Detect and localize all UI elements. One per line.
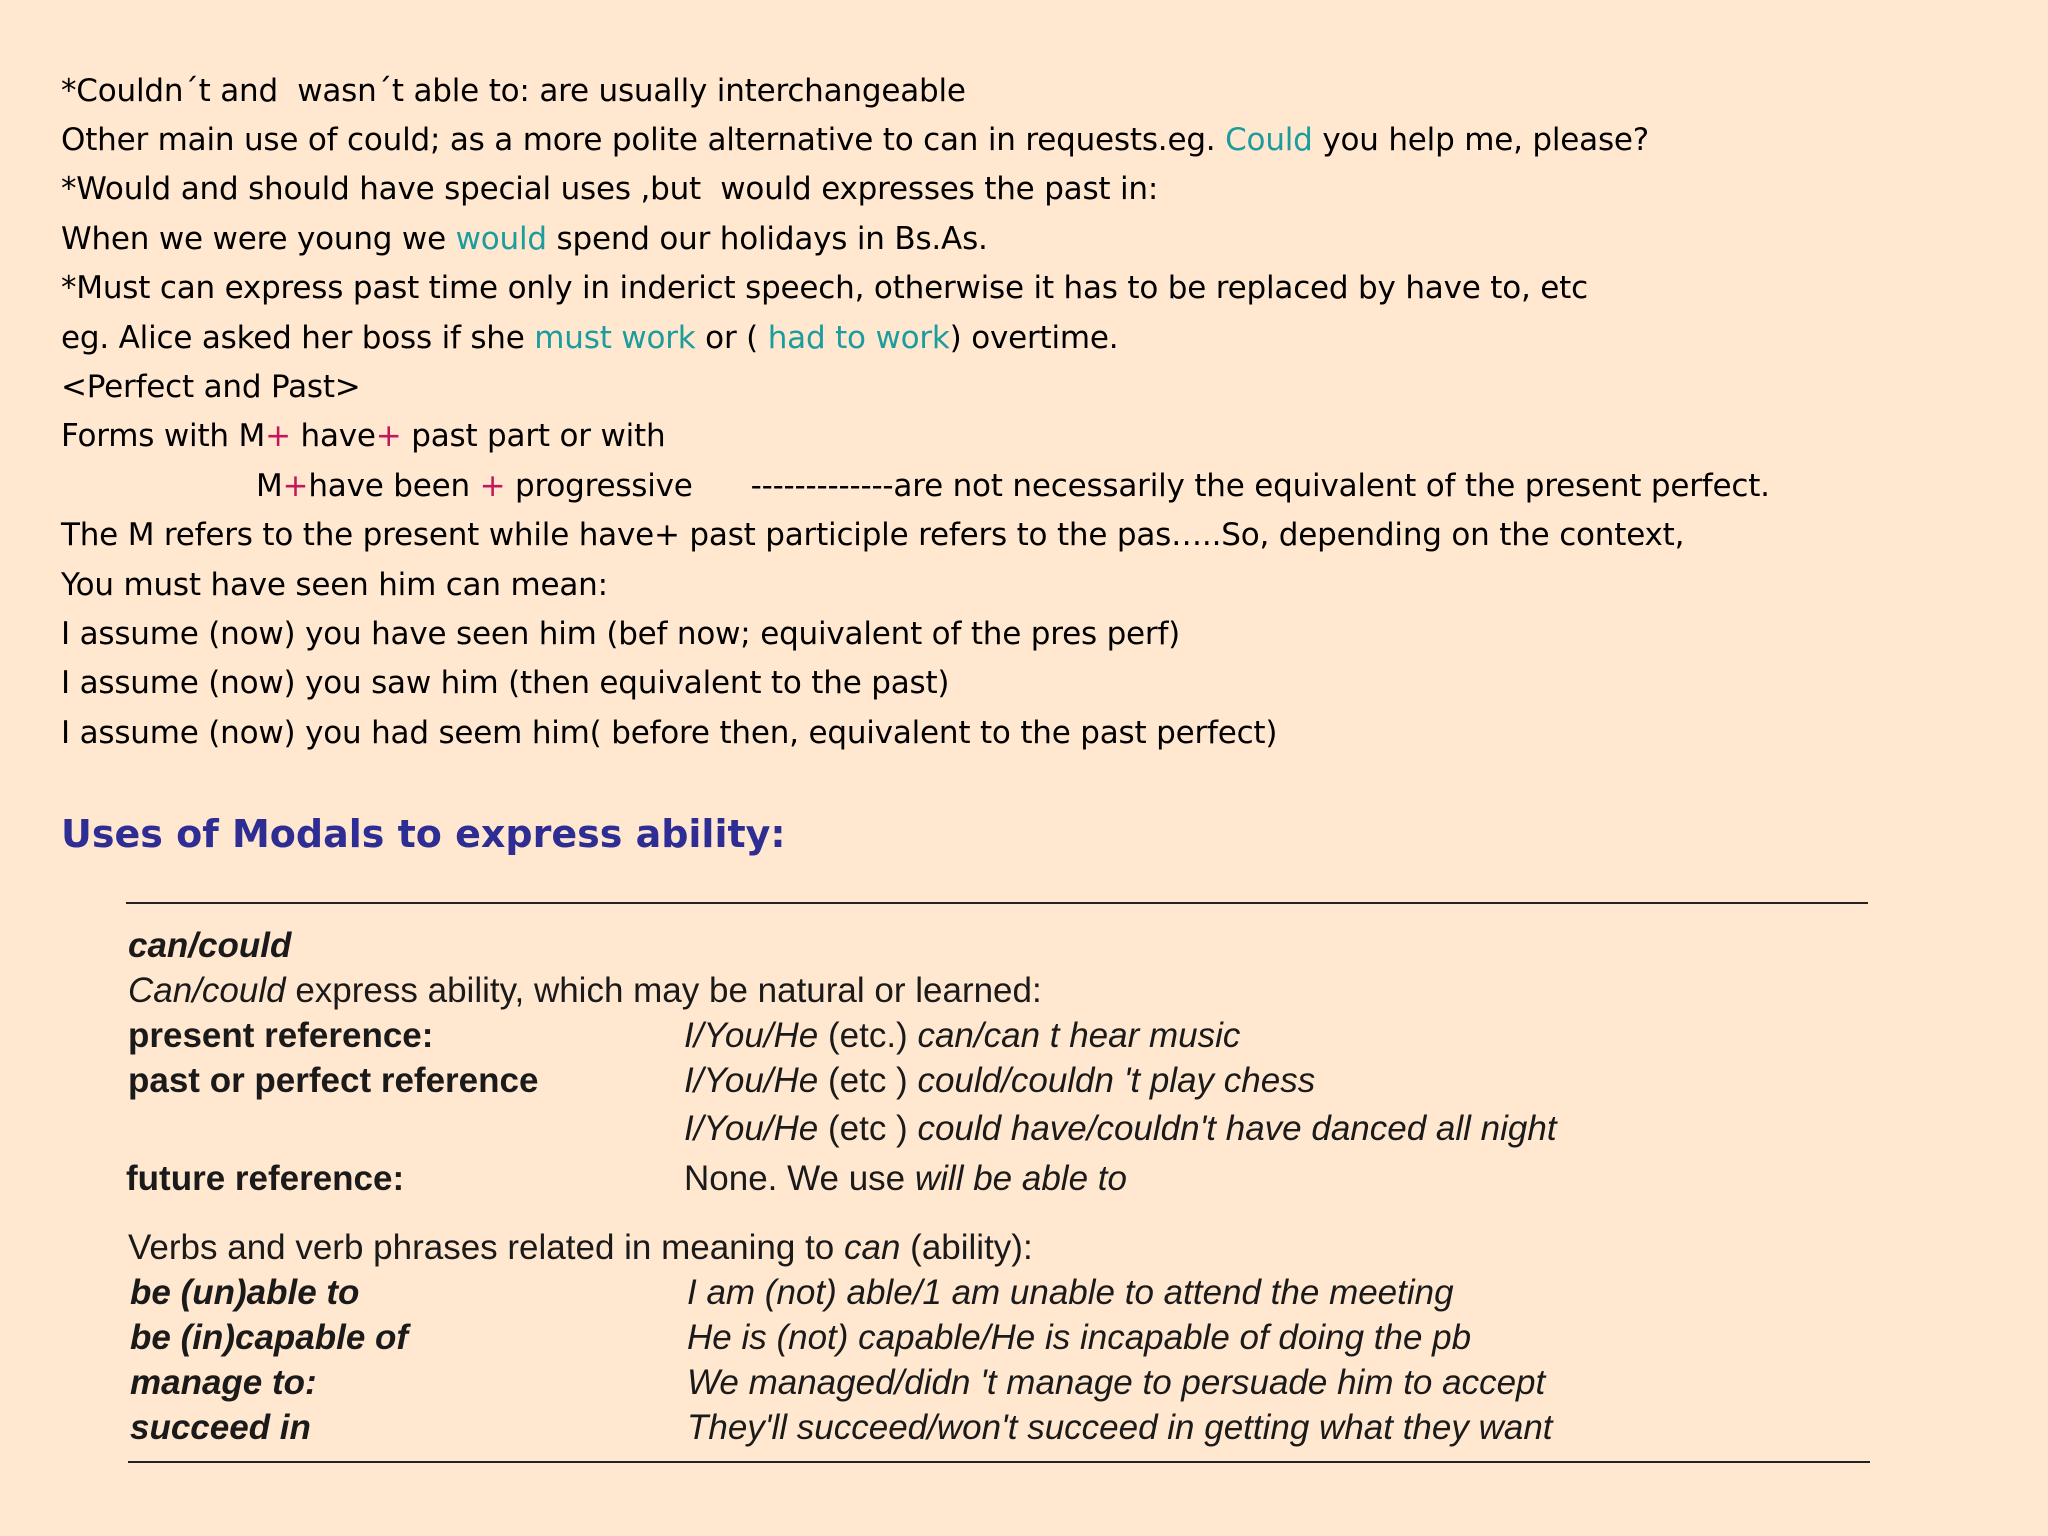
related-text: (ability):: [900, 1228, 1033, 1267]
section-heading: Uses of Modals to express ability:: [61, 812, 786, 856]
row-example-present: [684, 1014, 1240, 1058]
note-text: *Couldn´t and wasn´t able to: are usually interchangeable: [61, 73, 966, 109]
example-subject: I/You/He: [684, 1016, 819, 1055]
intro-text: express ability, which may be natural or learned:: [285, 971, 1042, 1010]
related-modal: can: [844, 1228, 901, 1267]
note-text: Forms with M: [61, 418, 266, 454]
note-text: You must have seen him can mean:: [61, 567, 608, 603]
note-text: you help me, please?: [1312, 122, 1650, 158]
note-line-6: [61, 318, 1118, 358]
note-text: M: [256, 468, 283, 504]
note-text: past part or with: [401, 418, 666, 454]
row-example-perfect: [684, 1107, 1557, 1151]
note-text: I assume (now) you had seem him( before then, equivalent to the past perfect): [61, 715, 1278, 751]
note-text: or (: [695, 320, 768, 356]
note-line-7: [61, 367, 361, 407]
note-text: have been: [308, 468, 480, 504]
note-text: eg. Alice asked her boss if she: [61, 320, 535, 356]
example-subject: I/You/He: [684, 1061, 819, 1100]
verb-label-capable: be (in)capable of: [130, 1318, 409, 1357]
note-text: ) overtime.: [949, 320, 1119, 356]
plus-sign: +: [265, 418, 291, 454]
note-line-10: [61, 515, 1684, 555]
verb-example-unable: I am (not) able/1 am unable to attend the meeting: [687, 1273, 1454, 1312]
example-highlight: had to work: [767, 320, 950, 356]
note-text: I assume (now) you have seen him (bef now; equivalent of the pres perf): [61, 616, 1181, 652]
example-etc: (etc ): [818, 1109, 918, 1148]
row-label-future: future reference:: [126, 1159, 405, 1198]
example-subject: I/You/He: [684, 1109, 819, 1148]
note-text: When we were young we: [61, 221, 456, 257]
row-example-future: [684, 1157, 1127, 1201]
note-text: *Must can express past time only in inderict speech, otherwise it has to be replaced by have to, etc: [61, 270, 1588, 306]
example-etc: (etc ): [818, 1061, 918, 1100]
note-text: progressive -------------are not necessarily the equivalent of the present perfect.: [505, 468, 1770, 504]
note-line-2: [61, 120, 1649, 160]
note-line-14: [61, 713, 1277, 753]
table-intro: [128, 969, 1042, 1013]
verb-label-manage: manage to:: [130, 1363, 317, 1402]
note-text: have: [290, 418, 376, 454]
verb-example-succeed: They'll succeed/won't succeed in getting what they want: [687, 1408, 1553, 1447]
note-text: *Would and should have special uses ,but would expresses the past in:: [61, 171, 1159, 207]
note-text: spend our holidays in Bs.As.: [546, 221, 988, 257]
example-phrase: will be able to: [914, 1159, 1127, 1198]
verb-label-unable: be (un)able to: [130, 1273, 360, 1312]
note-line-9: [256, 466, 1770, 506]
row-label-present: present reference:: [128, 1016, 434, 1055]
note-text: I assume (now) you saw him (then equivalent to the past): [61, 665, 950, 701]
table-bottom-rule: [128, 1461, 1870, 1463]
note-line-5: [61, 268, 1588, 308]
example-text: None. We use: [684, 1159, 915, 1198]
note-line-12: [61, 614, 1180, 654]
plus-sign: +: [479, 468, 506, 504]
verb-label-succeed: succeed in: [130, 1408, 311, 1447]
table-title: can/could: [128, 926, 292, 965]
example-etc: (etc.): [818, 1016, 918, 1055]
verb-example-capable: He is (not) capable/He is incapable of doing the pb: [687, 1318, 1472, 1357]
example-phrase: could have/couldn't have danced all night: [917, 1109, 1557, 1148]
plus-sign: +: [375, 418, 402, 454]
plus-sign: +: [282, 468, 309, 504]
example-phrase: can/can t hear music: [917, 1016, 1241, 1055]
note-line-13: [61, 663, 949, 703]
row-example-past: [684, 1059, 1315, 1103]
note-line-8: [61, 416, 665, 456]
example-phrase: could/couldn 't play chess: [917, 1061, 1316, 1100]
verb-example-manage: We managed/didn 't manage to persuade him to accept: [687, 1363, 1546, 1402]
note-line-11: [61, 565, 608, 605]
note-line-4: [61, 219, 988, 259]
row-label-past: past or perfect reference: [128, 1061, 539, 1100]
note-text: Other main use of could; as a more polite alternative to can in requests.eg.: [61, 122, 1226, 158]
note-text: <Perfect and Past>: [61, 369, 361, 405]
intro-modal: Can/could: [128, 971, 286, 1010]
table-top-rule: [126, 902, 1868, 904]
related-intro: [128, 1226, 1033, 1270]
note-line-3: [61, 169, 1158, 209]
note-text: The M refers to the present while have+ past participle refers to the pas…..So, depending on the context,: [61, 517, 1685, 553]
example-highlight: would: [455, 221, 547, 257]
note-line-1: [61, 71, 966, 111]
example-highlight: Could: [1225, 122, 1313, 158]
related-text: Verbs and verb phrases related in meaning to: [128, 1228, 844, 1267]
example-highlight: must work: [534, 320, 696, 356]
